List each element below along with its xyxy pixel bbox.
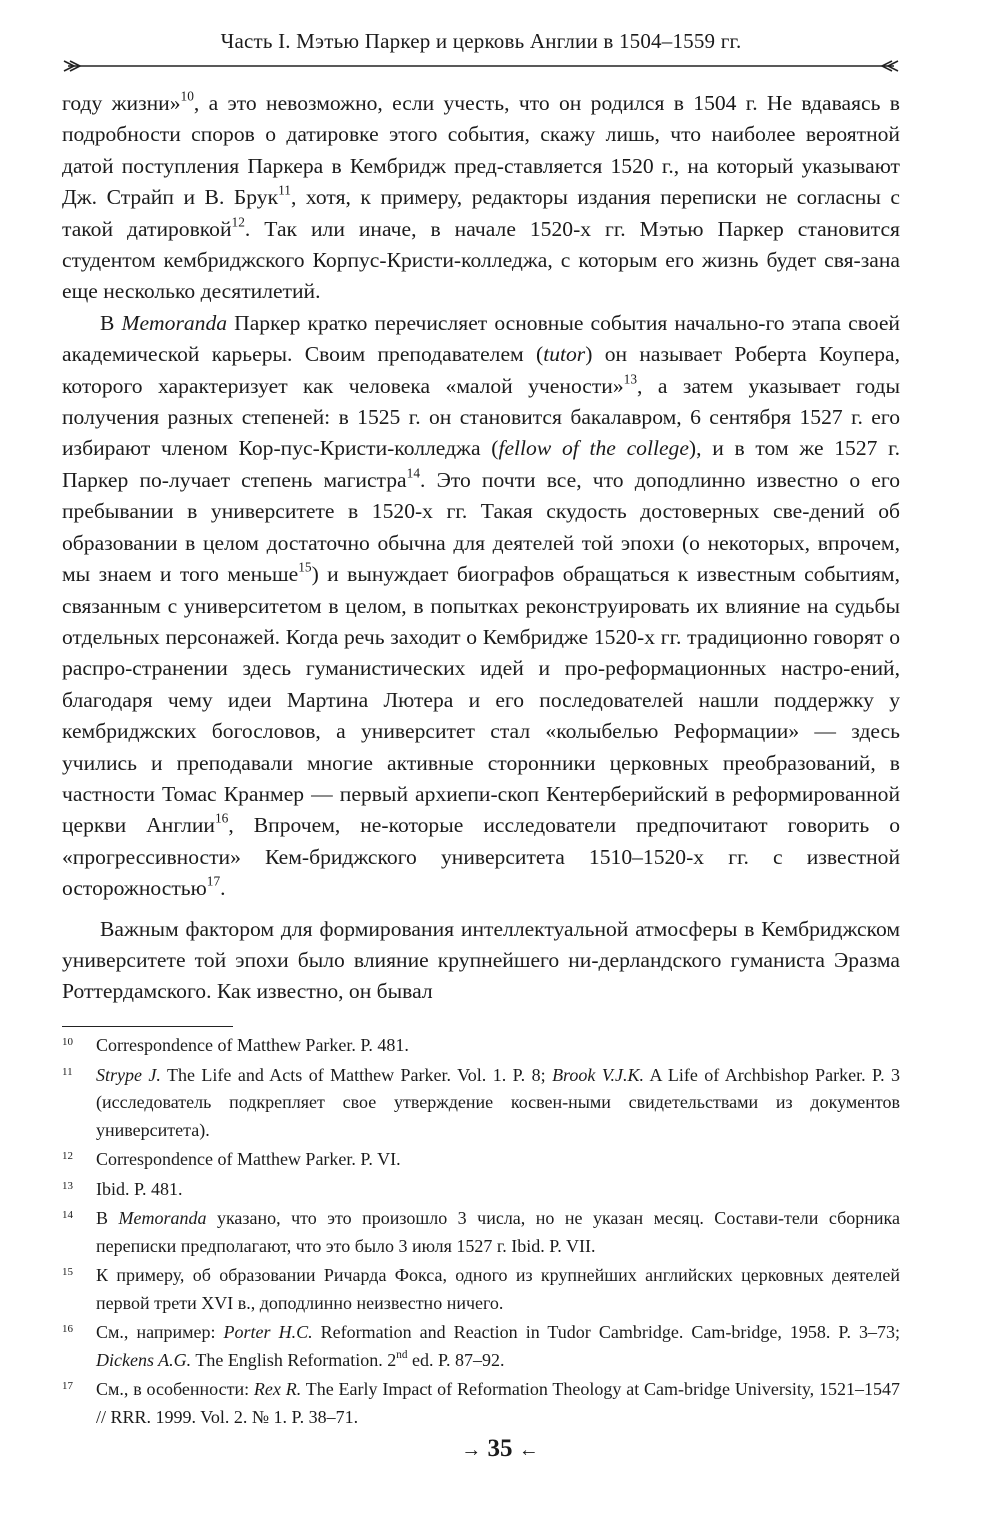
footnote-number: 15 bbox=[62, 1266, 73, 1278]
running-header-title: Часть I. Мэтью Паркер и церковь Англии в 1504–1559 гг. bbox=[220, 29, 742, 53]
footnote-11: 11 Strype J. The Life and Acts of Matthew Parker. Vol. 1. P. 8; Brook V.J.K. A Life of Archbishop Parker. P. 3 (исследователь подкрепляет свое утверждение косвен-ными свидетельствами из документов университета). bbox=[62, 1062, 900, 1145]
footnotes bbox=[62, 1032, 900, 1433]
page-number-arrow-right-icon: ← bbox=[518, 1439, 539, 1461]
footnote-number: 10 bbox=[62, 1036, 73, 1048]
footnote-12: 12 Correspondence of Matthew Parker. P. VI. bbox=[62, 1146, 900, 1174]
page-number-arrow-left-icon: → bbox=[461, 1439, 482, 1461]
footnote-number: 13 bbox=[62, 1179, 73, 1192]
main-text bbox=[62, 88, 900, 1008]
footnote-number: 14 bbox=[62, 1209, 73, 1221]
running-header bbox=[62, 27, 900, 55]
footnote-17: 17 См., в особенности: Rex R. The Early Impact of Reformation Theology at Cam-bridge University, 1521–1547 // RRR. 1999. Vol. 2. № 1. P. 38–71. bbox=[62, 1376, 900, 1431]
page-number-value: 35 bbox=[487, 1435, 513, 1462]
footnote-number: 17 bbox=[62, 1380, 73, 1392]
footnote-10: 10 Correspondence of Matthew Parker. P. 481. bbox=[62, 1032, 900, 1060]
paragraph-1: году жизни»$^{10}$, а это невозможно, если учесть, что он родился в 1504 г. Не вдаваясь в подробности споров о датировке этого события, скажу лишь, что наиболее вероятной датой поступления Паркера в Кембридж пред-ставляется 1520 г., на который указывают Дж. Страйп и В. Брук$^{11}$, хотя, к примеру, редакторы издания переписки не согласны с такой датировкой$^{12}$. Так или иначе, в начале 1520-х гг. Мэтью Паркер становится студентом кембриджского Корпус-Кристи-колледжа, с которым его жизнь будет свя-зана еще несколько десятилетий. bbox=[62, 88, 900, 304]
footnote-number: 11 bbox=[62, 1065, 73, 1078]
footnote-number: 12 bbox=[62, 1150, 73, 1162]
page-number bbox=[0, 1432, 1000, 1467]
header-rule bbox=[62, 56, 900, 76]
paragraph-3: Важным фактором для формирования интеллектуальной атмосферы в Кембриджском университете той эпохи было влияние крупнейшего ни-дерландского гуманиста Эразма Роттердамского. Как известно, он бывал bbox=[62, 916, 900, 1004]
footnote-14: 14 В Memoranda указано, что это произошло 3 числа, но не указан месяц. Состави-тели сборника переписки предполагают, что это было 3 июля 1527 г. Ibid. P. VII. bbox=[62, 1205, 900, 1260]
footnote-13: 13 Ibid. P. 481. bbox=[62, 1176, 900, 1204]
footnote-number: 16 bbox=[62, 1323, 73, 1335]
footnote-15: 15 К примеру, об образовании Ричарда Фокса, одного из крупнейших английских церковных деятелей первой трети XVI в., доподлинно неизвестно ничего. bbox=[62, 1262, 900, 1317]
paragraph-2: В Memoranda Паркер кратко перечисляет основные события начально-го этапа своей академической карьеры. Своим преподавателем (tutor) он называет Роберта Коупера, которого характеризует как человека «малой учености»$^{13}$, а затем указывает годы получения разных степеней: в 1525 г. он становится бакалавром, 6 сентября 1527 г. его избирают членом Кор-пус-Кристи-колледжа (fellow of the college), и в том же 1527 г. Паркер по-лучает степень магистра$^{14}$. Это почти все, что доподлинно известно о его пребывании в университете в 1520-х гг. Такая скудость достоверных све-дений об образовании в целом достаточно обычна для деятелей той эпохи (о некоторых, впрочем, мы знаем и того меньше$^{15}$) и вынуждает биографов обращаться к известным событиям, связанным с университетом в целом, в попытках реконструировать их влияние на судьбы отдельных персонажей. Когда речь заходит о Кембридже 1520-х гг. традиционно говорят о распро-странении здесь гуманистических идей и про-реформационных настро-ений, благодаря чему идеи Мартина Лютера и его последователей нашли поддержку у кембриджских богословов, а университет стал «колыбелью Реформации» — здесь учились и преподавали многие активные сторонники церковных преобразований, в частности Томас Кранмер — первый архиепи-скоп Кентерберийский в реформированной церкви Англии$^{16}$, Впрочем, не-которые исследователи предпочитают говорить о «прогрессивности» Кем-бриджского университета 1510–1520-х гг. с известной осторожностью$^{17}$. bbox=[62, 310, 900, 901]
footnote-rule bbox=[62, 1026, 233, 1027]
footnote-16: 16 См., например: Porter H.C. Reformation and Reaction in Tudor Cambridge. Cam-bridge, 1958. P. 3–73; Dickens A.G. The English Reformation. 2nd ed. P. 87–92. bbox=[62, 1319, 900, 1374]
